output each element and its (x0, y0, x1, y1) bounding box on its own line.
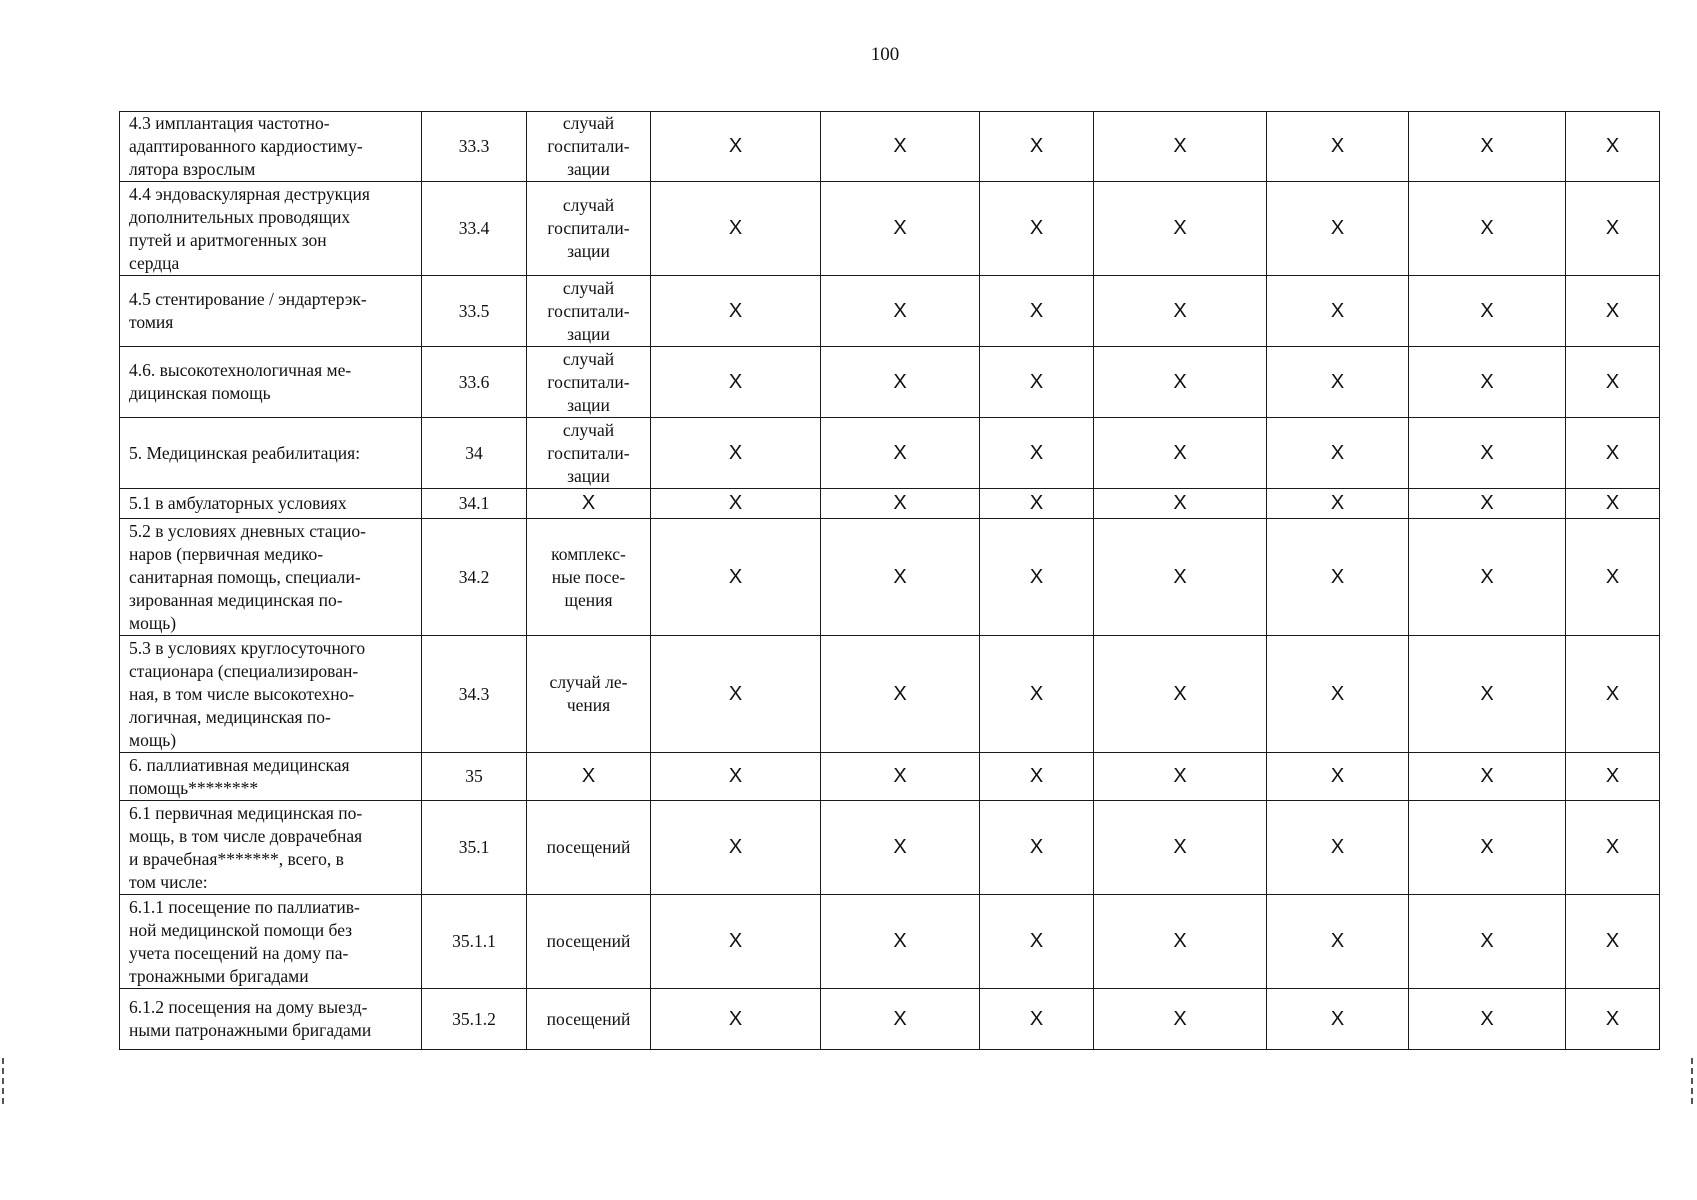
row-unit-cell (527, 895, 651, 989)
cell-value: X (1173, 135, 1187, 157)
value-cell (1094, 276, 1267, 347)
cell-value: X (1029, 565, 1044, 588)
cell-value: X (1605, 370, 1620, 393)
value-cell (980, 182, 1094, 276)
cell-value: X (1480, 930, 1494, 952)
value-cell (651, 519, 821, 636)
row-unit: комплекс- ные посе- щения (551, 543, 626, 610)
value-cell (1409, 519, 1566, 636)
cell-value: X (1029, 492, 1044, 514)
scan-margin-mark-left (2, 1058, 7, 1104)
row-name: 5. Медицинская реабилитация: (129, 442, 361, 463)
row-unit-cell (527, 347, 651, 418)
value-cell (1267, 989, 1409, 1050)
cell-value: X (728, 1007, 743, 1030)
value-cell (980, 489, 1094, 519)
cell-value: X (893, 217, 907, 239)
row-unit: случай госпитали- зации (547, 195, 630, 261)
row-unit-cell (527, 489, 651, 519)
value-cell (980, 519, 1094, 636)
row-unit: случай госпитали- зации (547, 277, 630, 344)
cell-value: X (893, 930, 907, 952)
value-cell (980, 276, 1094, 347)
cell-value: X (1605, 930, 1620, 952)
row-unit: случай госпитали- зации (547, 348, 630, 415)
table-row (120, 753, 1660, 801)
row-unit: посещений (546, 931, 631, 951)
table-body (120, 112, 1660, 1050)
cell-value: X (1029, 370, 1044, 393)
cell-value: X (1330, 217, 1345, 239)
cell-value: X (728, 217, 743, 239)
row-unit: посещений (546, 1008, 631, 1029)
cell-value: X (728, 441, 743, 464)
cell-value: X (1330, 930, 1345, 952)
row-code-cell (422, 347, 527, 418)
cell-value: X (893, 370, 907, 393)
cell-value: X (728, 370, 743, 393)
row-code: 33.3 (458, 136, 490, 156)
cell-value: X (1173, 930, 1187, 952)
value-cell (821, 112, 980, 182)
value-cell (1409, 801, 1566, 895)
cell-value: X (1330, 441, 1345, 464)
row-code-cell (422, 895, 527, 989)
cell-value: X (893, 836, 907, 858)
cell-value: X (893, 565, 907, 588)
cell-value: X (1330, 836, 1345, 858)
cell-value: X (1605, 1007, 1620, 1030)
row-unit-cell (527, 182, 651, 276)
row-code: 33.6 (458, 371, 490, 392)
row-code: 34.2 (458, 566, 490, 587)
cell-value: X (893, 765, 907, 787)
row-unit: X (581, 765, 596, 787)
value-cell (980, 895, 1094, 989)
cell-value: X (1029, 682, 1044, 705)
cell-value: X (893, 135, 907, 157)
value-cell (1267, 489, 1409, 519)
table-row (120, 182, 1660, 276)
value-cell (821, 895, 980, 989)
row-unit-cell (527, 112, 651, 182)
row-name: 6.1 первичная медицинская по- мощь, в том числе доврачебная и врачебная*******, всего, в том числе: (129, 802, 363, 892)
row-unit-cell (527, 276, 651, 347)
value-cell (1566, 418, 1660, 489)
table-row (120, 989, 1660, 1050)
value-cell (821, 519, 980, 636)
row-name-cell (120, 989, 422, 1050)
cell-value: X (1173, 217, 1187, 239)
value-cell (1409, 489, 1566, 519)
value-cell (1267, 276, 1409, 347)
cell-value: X (1605, 217, 1620, 239)
cell-value: X (1029, 836, 1044, 858)
row-code: 34.3 (458, 683, 490, 704)
row-unit-cell (527, 418, 651, 489)
row-code-cell (422, 801, 527, 895)
row-code: 33.5 (458, 300, 490, 321)
value-cell (1094, 418, 1267, 489)
value-cell (1267, 418, 1409, 489)
cell-value: X (1330, 135, 1345, 157)
value-cell (1267, 347, 1409, 418)
table-row (120, 519, 1660, 636)
row-name-cell (120, 801, 422, 895)
cell-value: X (1330, 565, 1345, 588)
row-code-cell (422, 112, 527, 182)
value-cell (651, 276, 821, 347)
value-cell (821, 276, 980, 347)
value-cell (651, 989, 821, 1050)
value-cell (821, 989, 980, 1050)
row-code-cell (422, 489, 527, 519)
row-name-cell (120, 753, 422, 801)
row-code: 35 (465, 766, 483, 786)
cell-value: X (1173, 565, 1187, 588)
cell-value: X (1029, 930, 1044, 952)
cell-value: X (1173, 1007, 1187, 1030)
row-name-cell (120, 347, 422, 418)
value-cell (1566, 636, 1660, 753)
value-cell (1267, 801, 1409, 895)
row-name-cell (120, 418, 422, 489)
cell-value: X (893, 441, 907, 464)
cell-value: X (893, 299, 907, 322)
cell-value: X (1330, 682, 1345, 705)
row-name: 6. паллиативная медицинская помощь******** (129, 754, 350, 798)
table-row (120, 418, 1660, 489)
cell-value: X (893, 1007, 907, 1030)
value-cell (1566, 276, 1660, 347)
value-cell (1566, 801, 1660, 895)
row-name: 5.2 в условиях дневных стацио- наров (первичная медико- санитарная помощь, специали- зированная медицинская по- мощь) (129, 520, 366, 633)
cell-value: X (1480, 441, 1494, 464)
value-cell (1409, 276, 1566, 347)
value-cell (1566, 895, 1660, 989)
value-cell (821, 489, 980, 519)
cell-value: X (1480, 682, 1494, 705)
value-cell (1409, 753, 1566, 801)
cell-value: X (893, 682, 907, 705)
value-cell (1566, 182, 1660, 276)
value-cell (980, 989, 1094, 1050)
table-row (120, 276, 1660, 347)
row-code-cell (422, 753, 527, 801)
value-cell (651, 801, 821, 895)
value-cell (1566, 112, 1660, 182)
value-cell (1267, 636, 1409, 753)
cell-value: X (1605, 682, 1620, 705)
cell-value: X (1605, 565, 1620, 588)
row-name-cell (120, 182, 422, 276)
cell-value: X (1029, 299, 1044, 322)
value-cell (1267, 753, 1409, 801)
row-name: 4.3 имплантация частотно- адаптированного кардиостиму- лятора взрослым (129, 113, 363, 179)
value-cell (821, 636, 980, 753)
value-cell (1267, 519, 1409, 636)
value-cell (1409, 895, 1566, 989)
value-cell (980, 753, 1094, 801)
value-cell (1094, 895, 1267, 989)
cell-value: X (728, 299, 743, 322)
value-cell (821, 753, 980, 801)
value-cell (980, 418, 1094, 489)
row-unit-cell (527, 801, 651, 895)
cell-value: X (1330, 299, 1345, 322)
value-cell (1094, 182, 1267, 276)
cell-value: X (728, 930, 743, 952)
cell-value: X (728, 836, 743, 858)
cell-value: X (1480, 765, 1494, 787)
cell-value: X (1330, 1007, 1345, 1030)
table-row (120, 347, 1660, 418)
value-cell (651, 753, 821, 801)
row-code: 34.1 (458, 493, 490, 513)
cell-value: X (1330, 765, 1345, 787)
row-name: 4.5 стентирование / эндартерэк- томия (129, 289, 367, 332)
table-row (120, 112, 1660, 182)
value-cell (1566, 347, 1660, 418)
value-cell (1094, 347, 1267, 418)
page-number: 100 (870, 44, 900, 65)
cell-value: X (1173, 682, 1187, 705)
row-code-cell (422, 989, 527, 1050)
cell-value: X (728, 492, 743, 514)
value-cell (651, 112, 821, 182)
row-code: 35.1 (458, 837, 490, 857)
row-name-cell (120, 276, 422, 347)
cell-value: X (1173, 370, 1187, 393)
cell-value: X (1480, 135, 1494, 157)
row-name: 5.1 в амбулаторных условиях (129, 493, 347, 513)
table-row (120, 895, 1660, 989)
cell-value: X (1480, 492, 1494, 514)
row-unit-cell (527, 989, 651, 1050)
row-unit: случай ле- чения (549, 672, 628, 715)
cell-value: X (1029, 217, 1044, 239)
cell-value: X (1480, 299, 1494, 322)
row-code-cell (422, 519, 527, 636)
value-cell (1409, 347, 1566, 418)
scan-margin-mark-right (1691, 1058, 1696, 1104)
cell-value: X (728, 765, 743, 787)
value-cell (1267, 182, 1409, 276)
cell-value: X (1173, 765, 1187, 787)
row-name: 6.1.2 посещения на дому выезд- ными патронажными бригадами (129, 997, 372, 1040)
cell-value: X (1480, 565, 1494, 588)
value-cell (1094, 989, 1267, 1050)
cell-value: X (1330, 370, 1345, 393)
value-cell (1409, 112, 1566, 182)
value-cell (1094, 112, 1267, 182)
cell-value: X (1605, 836, 1620, 858)
row-unit: X (581, 492, 596, 514)
value-cell (1267, 895, 1409, 989)
value-cell (1094, 636, 1267, 753)
value-cell (1094, 753, 1267, 801)
value-cell (651, 347, 821, 418)
row-unit-cell (527, 753, 651, 801)
row-unit-cell (527, 519, 651, 636)
table-row (120, 801, 1660, 895)
cell-value: X (1173, 441, 1187, 464)
cell-value: X (728, 565, 743, 588)
row-unit: случай госпитали- зации (547, 113, 630, 179)
row-name: 4.6. высокотехнологичная ме- дицинская помощь (129, 360, 352, 403)
row-code-cell (422, 276, 527, 347)
cell-value: X (1480, 1007, 1494, 1030)
value-cell (1409, 636, 1566, 753)
value-cell (821, 347, 980, 418)
value-cell (651, 418, 821, 489)
cell-value: X (1605, 135, 1620, 157)
row-code: 33.4 (458, 218, 490, 238)
row-code: 34 (465, 442, 483, 463)
value-cell (1409, 182, 1566, 276)
value-cell (980, 801, 1094, 895)
row-unit: посещений (546, 837, 631, 857)
row-code: 35.1.2 (452, 1008, 496, 1029)
value-cell (980, 636, 1094, 753)
value-cell (651, 895, 821, 989)
cell-value: X (893, 492, 907, 514)
cell-value: X (1480, 217, 1494, 239)
row-name-cell (120, 489, 422, 519)
cell-value: X (1029, 441, 1044, 464)
cell-value: X (1029, 765, 1044, 787)
cell-value: X (1029, 135, 1044, 157)
value-cell (1094, 801, 1267, 895)
value-cell (1566, 519, 1660, 636)
row-unit: случай госпитали- зации (547, 419, 630, 486)
row-name-cell (120, 112, 422, 182)
cell-value: X (1480, 370, 1494, 393)
row-name: 5.3 в условиях круглосуточного стационара (специализирован- ная, в том числе высокотехно- логичная, медицинская по- мощь) (129, 637, 366, 750)
cell-value: X (1605, 299, 1620, 322)
cell-value: X (728, 682, 743, 705)
value-cell (1566, 489, 1660, 519)
value-cell (1409, 418, 1566, 489)
row-code-cell (422, 182, 527, 276)
cell-value: X (1173, 836, 1187, 858)
value-cell (651, 636, 821, 753)
cell-value: X (1605, 441, 1620, 464)
value-cell (821, 801, 980, 895)
row-code-cell (422, 418, 527, 489)
cell-value: X (1173, 492, 1187, 514)
cell-value: X (1330, 492, 1345, 514)
value-cell (651, 489, 821, 519)
cell-value: X (1480, 836, 1494, 858)
value-cell (1094, 489, 1267, 519)
value-cell (1409, 989, 1566, 1050)
value-cell (1566, 753, 1660, 801)
row-code: 35.1.1 (452, 931, 496, 951)
cell-value: X (728, 135, 743, 157)
data-table (119, 111, 1660, 1050)
value-cell (821, 182, 980, 276)
value-cell (980, 112, 1094, 182)
row-code-cell (422, 636, 527, 753)
value-cell (821, 418, 980, 489)
row-unit-cell (527, 636, 651, 753)
value-cell (651, 182, 821, 276)
cell-value: X (1029, 1007, 1044, 1030)
cell-value: X (1173, 299, 1187, 322)
table-row (120, 489, 1660, 519)
row-name-cell (120, 636, 422, 753)
value-cell (1094, 519, 1267, 636)
value-cell (1267, 112, 1409, 182)
row-name-cell (120, 895, 422, 989)
row-name: 4.4 эндоваскулярная деструкция дополнительных проводящих путей и аритмогенных зон сердца (129, 183, 370, 273)
value-cell (1566, 989, 1660, 1050)
row-name: 6.1.1 посещение по паллиатив- ной медицинской помощи без учета посещений на дому па- тронажными бригадами (129, 896, 360, 986)
row-name-cell (120, 519, 422, 636)
value-cell (980, 347, 1094, 418)
cell-value: X (1605, 492, 1620, 514)
cell-value: X (1605, 765, 1620, 787)
table-row (120, 636, 1660, 753)
